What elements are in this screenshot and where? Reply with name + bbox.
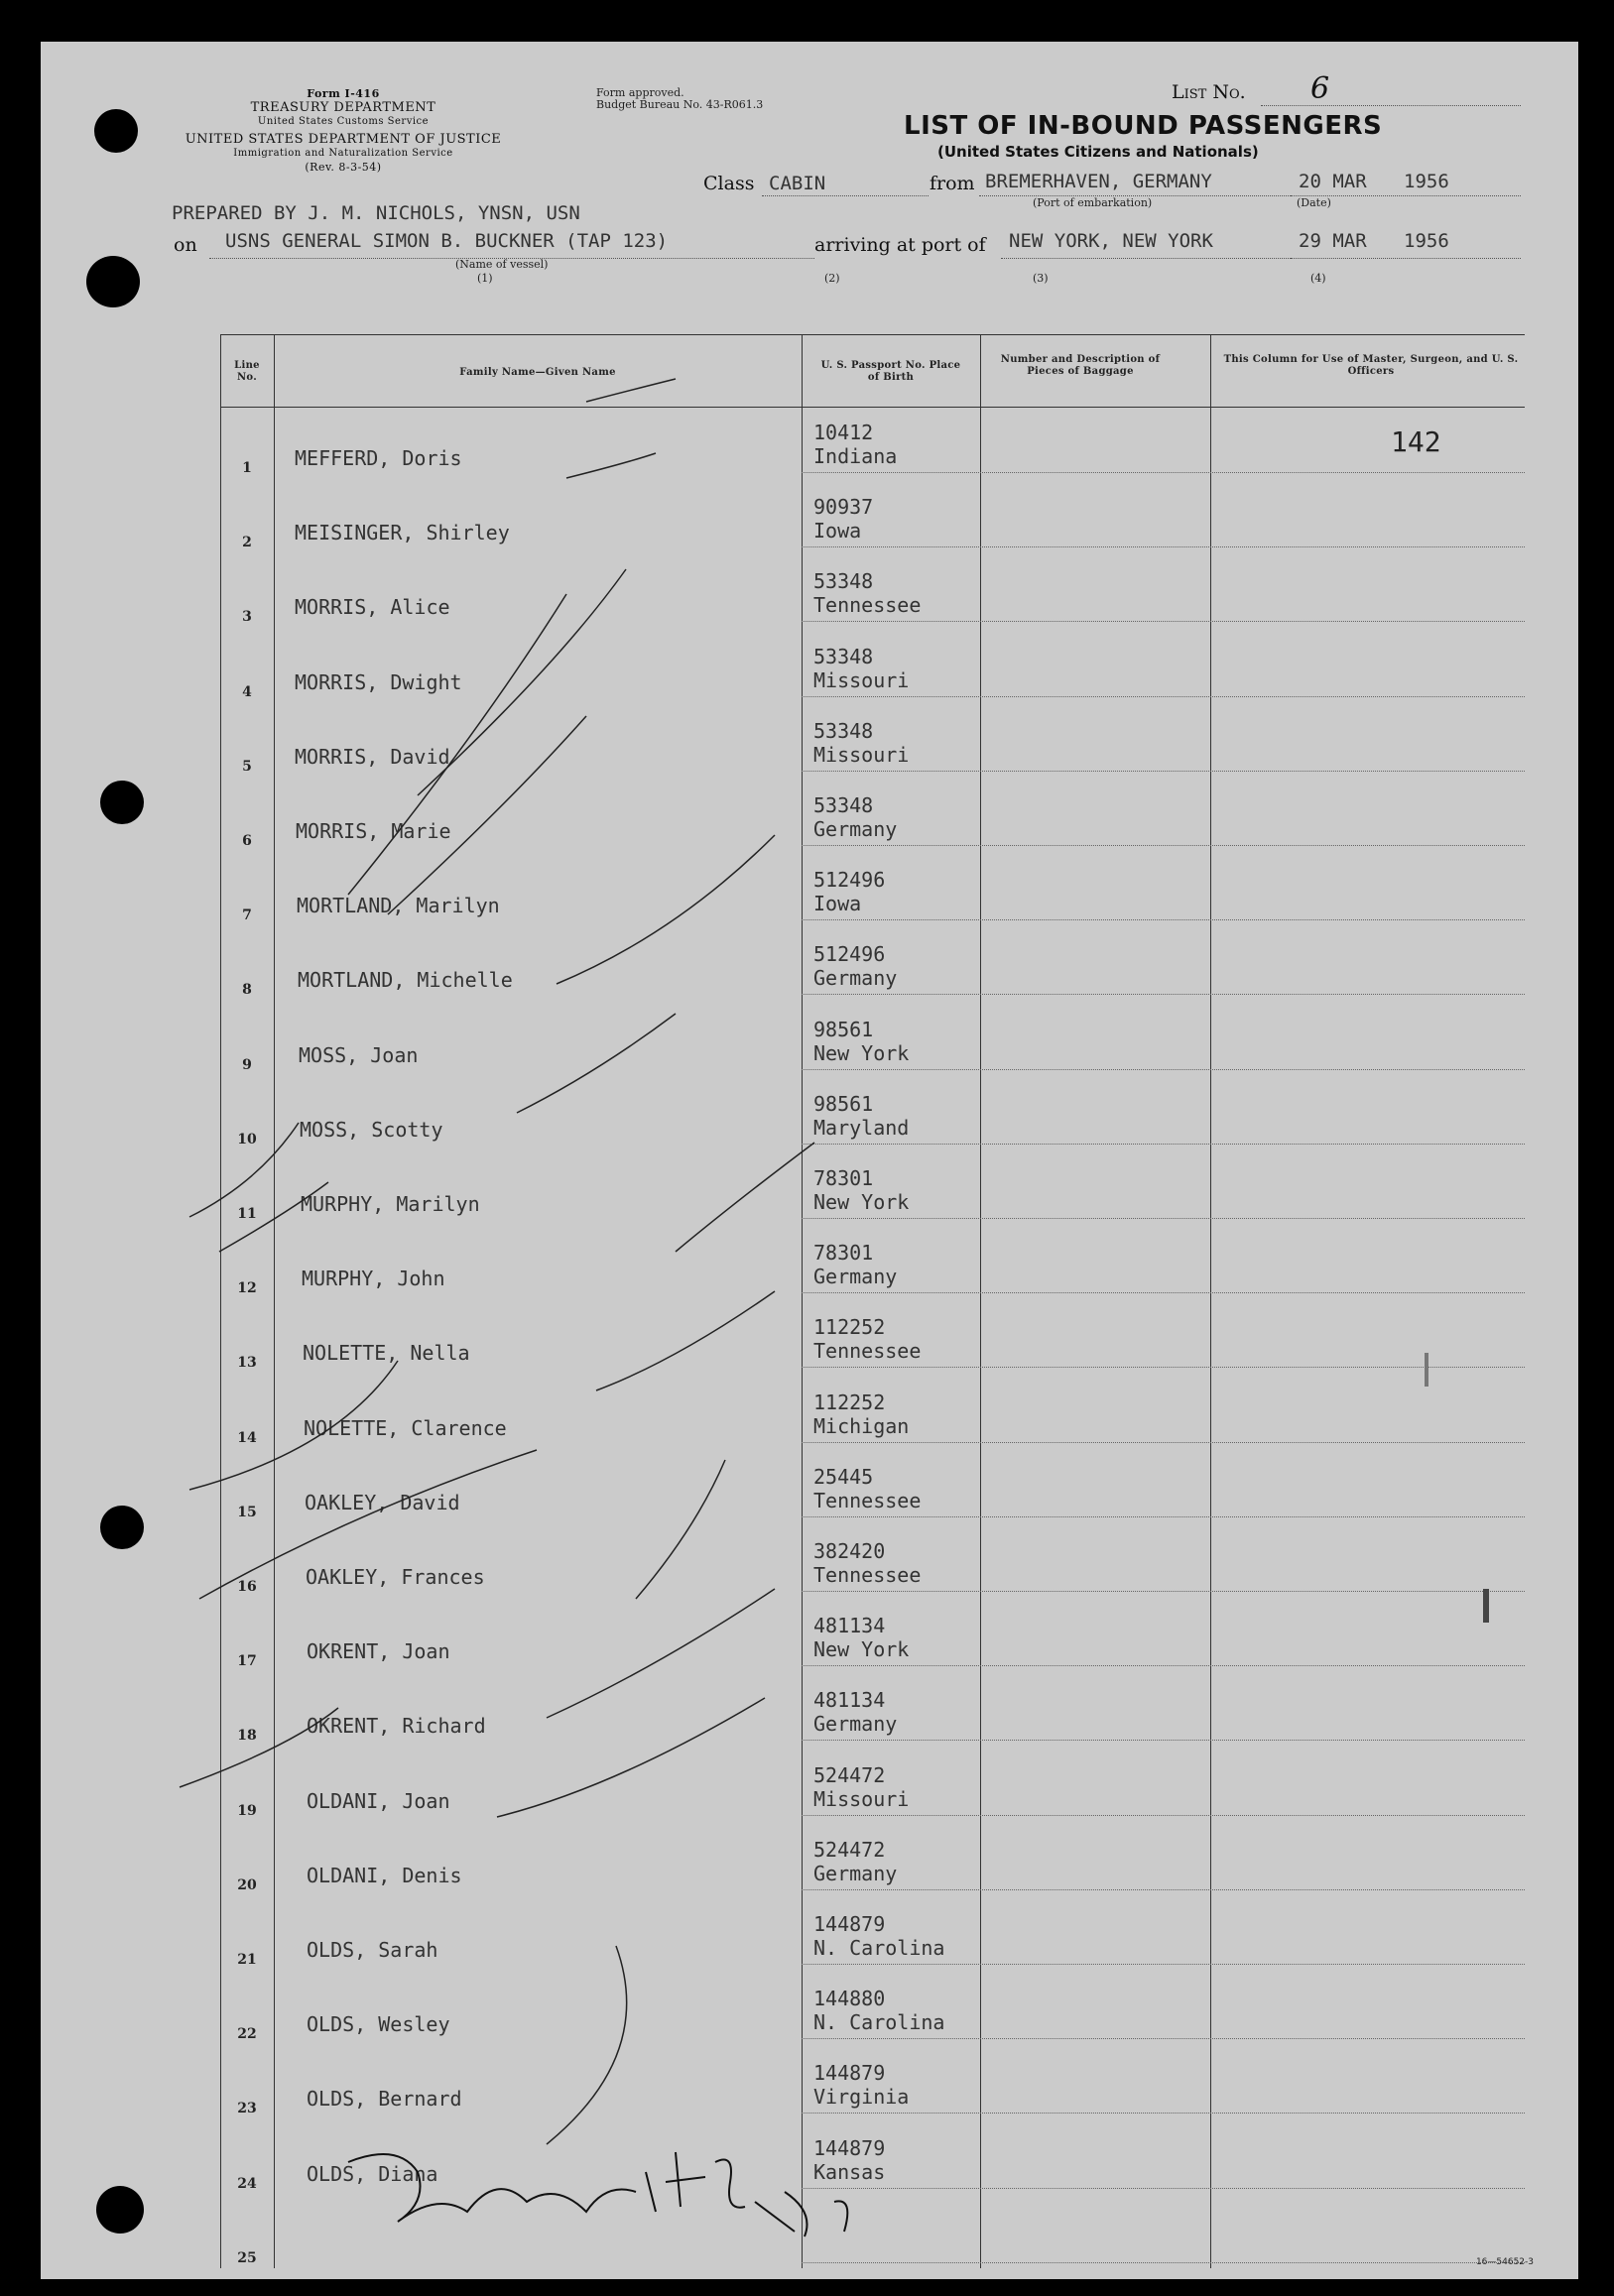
binder-hole <box>100 781 144 824</box>
passport-number: 144879 <box>813 2135 886 2160</box>
row-line-number: 25 <box>237 2249 257 2266</box>
caption-1: (1) <box>477 272 493 285</box>
binder-hole <box>96 2186 144 2234</box>
table-row <box>220 1004 1525 1078</box>
birthplace: N. Carolina <box>813 1936 945 1960</box>
row-line-number: 21 <box>237 1952 257 1968</box>
passenger-name: MORRIS, David <box>295 744 450 769</box>
table-row <box>220 1750 1525 1824</box>
arrival-date: 29 MAR <box>1299 230 1367 252</box>
row-line-number: 11 <box>237 1206 257 1222</box>
row-line-number: 14 <box>237 1429 257 1446</box>
passenger-name: MORRIS, Alice <box>295 595 450 620</box>
passport-number: 78301 <box>813 1166 874 1190</box>
passport-number: 98561 <box>813 1017 874 1041</box>
row-line-number: 19 <box>237 1802 257 1819</box>
list-number-value: 6 <box>1310 71 1330 106</box>
form-approved: Form approved. <box>596 86 684 99</box>
class-line <box>762 195 929 196</box>
table-row <box>220 1152 1525 1227</box>
arriving-label: arriving at port of <box>814 234 986 256</box>
row-line-number: 9 <box>242 1056 252 1073</box>
passenger-name: OLDS, Bernard <box>307 2087 462 2112</box>
row-line-number: 24 <box>237 2175 257 2192</box>
row-rule <box>802 2113 1525 2114</box>
birthplace: New York <box>813 1637 910 1662</box>
passport-number: 144879 <box>813 2061 886 2086</box>
arrival-port-line <box>1001 258 1291 259</box>
revision-date: (Rev. 8-3-54) <box>305 161 382 174</box>
row-line-number: 12 <box>237 1280 257 1297</box>
passport-number: 144879 <box>813 1912 886 1936</box>
table-row <box>220 1377 1525 1451</box>
passport-number: 53348 <box>813 569 874 594</box>
table-row <box>220 1451 1525 1525</box>
row-line-number: 15 <box>237 1504 257 1520</box>
row-line-number: 4 <box>242 683 252 700</box>
from-label: from <box>930 173 975 194</box>
passport-number: 53348 <box>813 644 874 668</box>
passport-number: 53348 <box>813 718 874 743</box>
vessel-name: USNS GENERAL SIMON B. BUCKNER (TAP 123) <box>225 230 669 252</box>
passenger-name: OKRENT, Joan <box>307 1639 450 1664</box>
col-header-passport: U. S. Passport No. Place of Birth <box>820 360 961 383</box>
treasury-heading: TREASURY DEPARTMENT <box>250 100 436 115</box>
arrival-port: NEW YORK, NEW YORK <box>1009 230 1213 252</box>
row-rule <box>802 919 1525 920</box>
passenger-name: OAKLEY, David <box>305 1490 460 1514</box>
birthplace: Indiana <box>813 444 898 468</box>
passport-number: 98561 <box>813 1091 874 1116</box>
row-line-number: 10 <box>237 1131 257 1148</box>
birthplace: Maryland <box>813 1115 910 1140</box>
passenger-name: MURPHY, Marilyn <box>301 1192 480 1216</box>
col-header-name: Family Name—Given Name <box>459 367 616 378</box>
margin-mark <box>1483 1589 1489 1623</box>
passport-number: 78301 <box>813 1241 874 1266</box>
page-title: LIST OF IN-BOUND PASSENGERS <box>904 111 1383 141</box>
row-line-number: 13 <box>237 1355 257 1372</box>
birthplace: Tennessee <box>813 1488 922 1512</box>
birthplace: N. Carolina <box>813 2010 945 2035</box>
passport-number: 53348 <box>813 793 874 817</box>
row-rule <box>802 2262 1525 2263</box>
row-rule <box>802 845 1525 846</box>
row-rule <box>802 1367 1525 1368</box>
table-row <box>220 928 1525 1003</box>
list-number-label: List No. <box>1172 81 1246 103</box>
manifest-sheet <box>41 42 1578 2279</box>
birthplace: Michigan <box>813 1413 910 1438</box>
passenger-name: MURPHY, John <box>302 1267 445 1291</box>
row-rule <box>802 2188 1525 2189</box>
passport-number: 10412 <box>813 421 874 444</box>
passenger-name: MORRIS, Dwight <box>295 669 462 694</box>
row-rule <box>802 994 1525 995</box>
table-row <box>220 1078 1525 1152</box>
birthplace: Iowa <box>813 892 862 916</box>
customs-subheading: United States Customs Service <box>257 116 430 127</box>
passport-number: 512496 <box>813 942 886 967</box>
passenger-name: OLDANI, Denis <box>307 1863 462 1887</box>
birthplace: New York <box>813 1040 910 1065</box>
passport-number: 112252 <box>813 1390 886 1414</box>
table-row <box>220 1301 1525 1376</box>
arrival-date-line <box>1291 258 1521 259</box>
passenger-name: MEISINGER, Shirley <box>295 521 510 545</box>
passport-number: 382420 <box>813 1539 886 1563</box>
page-subtitle: (United States Citizens and Nationals) <box>937 143 1259 161</box>
birthplace: Missouri <box>813 667 910 692</box>
row-rule <box>802 1964 1525 1965</box>
col-header-baggage: Number and Description of Pieces of Baggage <box>1000 354 1161 377</box>
arrival-year: 1956 <box>1404 230 1449 252</box>
binder-hole <box>94 109 138 153</box>
binder-hole <box>100 1506 144 1549</box>
date-caption: (Date) <box>1297 196 1331 209</box>
row-rule <box>802 1218 1525 1219</box>
row-line-number: 1 <box>242 460 252 476</box>
embark-caption: (Port of embarkation) <box>1033 196 1153 209</box>
passenger-name: OLDS, Diana <box>307 2161 438 2186</box>
officer-count-stamp: 142 <box>1391 425 1441 458</box>
col-header-officers: This Column for Use of Master, Surgeon, and U. S. Officers <box>1223 354 1519 377</box>
birthplace: Tennessee <box>813 593 922 618</box>
passenger-name: MOSS, Scotty <box>300 1117 443 1142</box>
row-rule <box>802 546 1525 547</box>
col-header-line-no: Line No. <box>234 360 260 383</box>
class-value: CABIN <box>769 173 826 194</box>
table-row <box>220 2197 1525 2271</box>
row-rule <box>802 696 1525 697</box>
row-rule <box>802 1815 1525 1816</box>
birthplace: New York <box>813 1190 910 1214</box>
budget-bureau-no: Budget Bureau No. 43-R061.3 <box>596 98 764 111</box>
birthplace: Iowa <box>813 519 862 544</box>
birthplace: Tennessee <box>813 1339 922 1364</box>
row-line-number: 16 <box>237 1579 257 1595</box>
row-rule <box>802 2038 1525 2039</box>
passport-number: 90937 <box>813 495 874 520</box>
caption-4: (4) <box>1310 272 1326 285</box>
passenger-name: OLDS, Sarah <box>307 1938 438 1962</box>
table-row <box>220 2122 1525 2197</box>
passport-number: 524472 <box>813 1762 886 1787</box>
birthplace: Missouri <box>813 1786 910 1811</box>
row-line-number: 17 <box>237 1653 257 1670</box>
birthplace: Germany <box>813 1265 898 1289</box>
table-row <box>220 481 1525 555</box>
row-line-number: 20 <box>237 1876 257 1893</box>
list-number-line <box>1261 105 1521 106</box>
row-line-number: 23 <box>237 2101 257 2117</box>
passport-number: 25445 <box>813 1464 874 1489</box>
table-top-rule <box>220 334 1525 335</box>
agency-block <box>160 87 527 175</box>
table-row <box>220 1973 1525 2047</box>
passenger-name: OKRENT, Richard <box>307 1714 486 1739</box>
passport-number: 481134 <box>813 1688 886 1713</box>
embark-year: 1956 <box>1404 171 1449 192</box>
row-rule <box>802 1069 1525 1070</box>
row-rule <box>802 1442 1525 1443</box>
row-line-number: 8 <box>242 982 252 999</box>
embark-port: BREMERHAVEN, GERMANY <box>985 171 1212 192</box>
birthplace: Germany <box>813 817 898 841</box>
row-line-number: 3 <box>242 609 252 626</box>
table-row <box>220 854 1525 928</box>
table-row <box>220 1227 1525 1301</box>
passenger-name: MORRIS, Marie <box>296 819 451 843</box>
table-row <box>220 705 1525 780</box>
justice-heading: UNITED STATES DEPARTMENT OF JUSTICE <box>185 132 502 147</box>
table-row <box>220 1525 1525 1600</box>
row-rule <box>802 621 1525 622</box>
birthplace: Kansas <box>813 2159 886 2184</box>
table-row <box>220 780 1525 854</box>
birthplace: Germany <box>813 1861 898 1885</box>
form-code: 16—54652-3 <box>1475 2257 1534 2267</box>
row-rule <box>802 472 1525 473</box>
table-row <box>220 1674 1525 1749</box>
passenger-name: MEFFERD, Doris <box>295 446 462 470</box>
passenger-name: OAKLEY, Frances <box>306 1565 485 1589</box>
table-row <box>220 1600 1525 1674</box>
birthplace: Germany <box>813 1712 898 1737</box>
passenger-name: MOSS, Joan <box>299 1042 419 1067</box>
row-rule <box>802 1292 1525 1293</box>
row-rule <box>802 1889 1525 1890</box>
passport-number: 512496 <box>813 868 886 893</box>
table-row <box>220 631 1525 705</box>
row-line-number: 6 <box>242 833 252 849</box>
passenger-name: OLDANI, Joan <box>307 1788 450 1813</box>
table-row <box>220 407 1525 481</box>
row-line-number: 5 <box>242 758 252 775</box>
passport-number: 524472 <box>813 1837 886 1862</box>
passenger-name: NOLETTE, Clarence <box>304 1415 507 1440</box>
embark-date: 20 MAR <box>1299 171 1367 192</box>
row-rule <box>802 1144 1525 1145</box>
passport-number: 144880 <box>813 1987 886 2011</box>
table-row <box>220 1824 1525 1898</box>
passenger-name: OLDS, Wesley <box>307 2012 450 2037</box>
birthplace: Missouri <box>813 742 910 767</box>
caption-3: (3) <box>1033 272 1049 285</box>
birthplace: Virginia <box>813 2085 910 2110</box>
table-row <box>220 2047 1525 2121</box>
birthplace: Tennessee <box>813 1563 922 1587</box>
passport-number: 481134 <box>813 1614 886 1638</box>
passport-number: 112252 <box>813 1315 886 1340</box>
row-line-number: 18 <box>237 1728 257 1745</box>
binder-hole <box>86 256 140 307</box>
row-rule <box>802 771 1525 772</box>
prepared-by: PREPARED BY J. M. NICHOLS, YNSN, USN <box>172 202 580 224</box>
row-line-number: 7 <box>242 907 252 924</box>
row-line-number: 2 <box>242 535 252 551</box>
row-rule <box>802 1740 1525 1741</box>
approval-block <box>596 87 763 111</box>
row-rule <box>802 1591 1525 1592</box>
caption-2: (2) <box>824 272 840 285</box>
on-label: on <box>174 234 197 256</box>
row-rule <box>802 1665 1525 1666</box>
ins-subheading: Immigration and Naturalization Service <box>233 148 453 159</box>
passenger-name: MORTLAND, Michelle <box>298 968 513 993</box>
passenger-name: NOLETTE, Nella <box>303 1341 470 1366</box>
row-rule <box>802 1516 1525 1517</box>
birthplace: Germany <box>813 966 898 991</box>
margin-mark <box>1425 1353 1428 1387</box>
table-row <box>220 555 1525 630</box>
table-row <box>220 1898 1525 1973</box>
row-line-number: 22 <box>237 2026 257 2043</box>
passenger-name: MORTLAND, Marilyn <box>297 894 500 918</box>
passenger-table <box>220 334 1525 2268</box>
form-number: Form I-416 <box>307 87 380 100</box>
class-label: Class <box>703 173 755 194</box>
vessel-caption: (Name of vessel) <box>455 258 549 271</box>
